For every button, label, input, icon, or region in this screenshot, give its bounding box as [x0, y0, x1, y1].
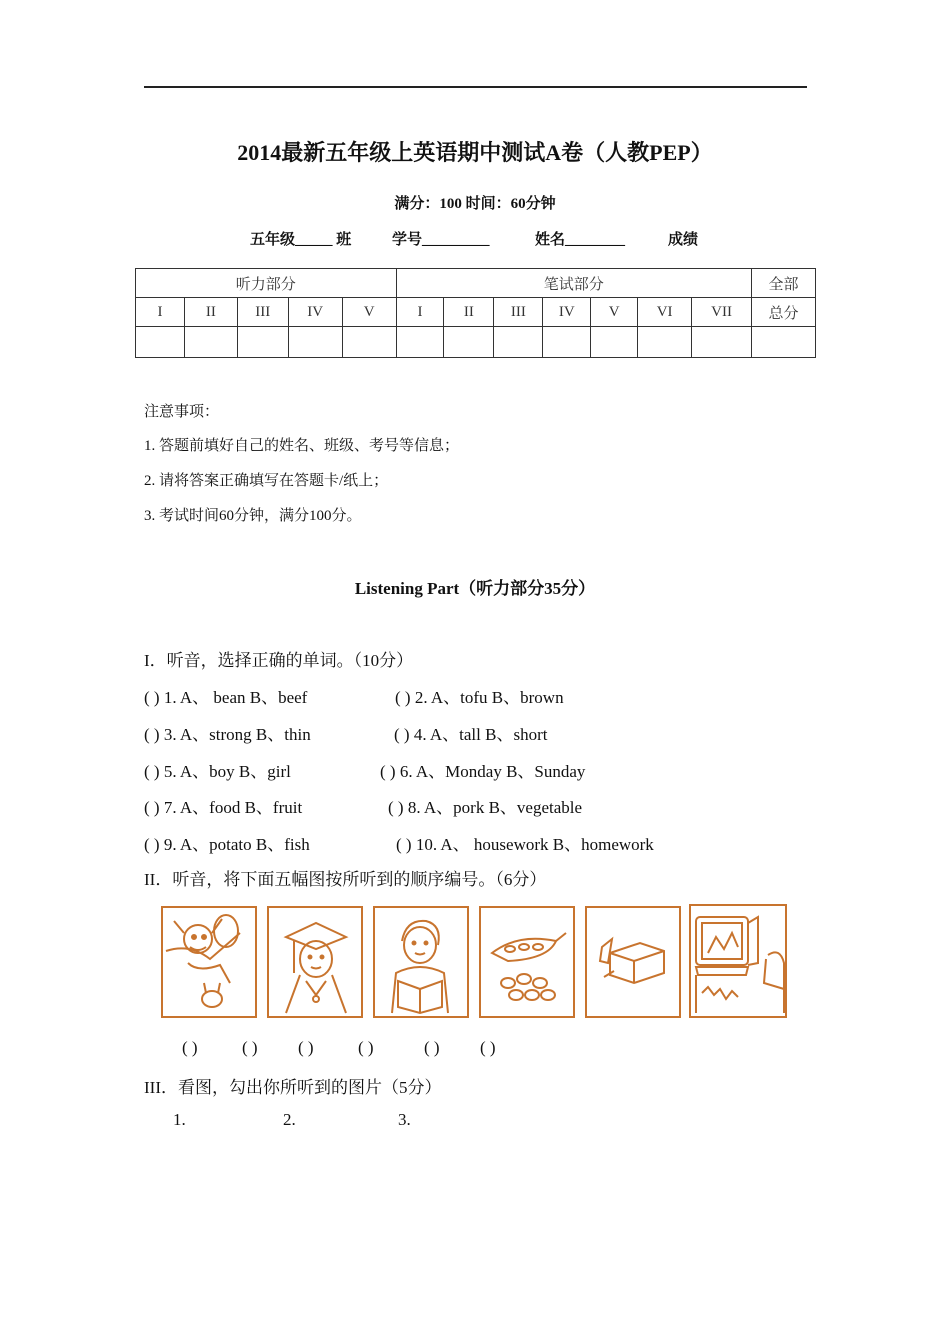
question-item[interactable]: ( ) 5. A、boy B、girl: [144, 762, 291, 781]
student-id-field[interactable]: 学号_________: [392, 232, 490, 248]
listening-group-header: 听力部分: [136, 269, 397, 298]
question-item[interactable]: ( ) 9. A、potato B、fish: [144, 835, 310, 854]
score-cell[interactable]: [692, 327, 752, 358]
page-title: 2014最新五年级上英语期中测试A卷（人教PEP）: [237, 140, 713, 165]
question-item[interactable]: ( ) 7. A、food B、fruit: [144, 798, 303, 817]
part3-heading: III．看图，勾出你所听到的图片（5分）: [144, 1078, 442, 1097]
score-cell[interactable]: [136, 327, 185, 358]
col-header: VI: [638, 298, 692, 327]
question-item[interactable]: ( ) 3. A、strong B、thin: [144, 725, 311, 744]
tofu-picture: [584, 903, 682, 1019]
total-group-header: 全部: [752, 269, 816, 298]
col-header: II: [184, 298, 237, 327]
question-item[interactable]: ( ) 6. A、Monday B、Sunday: [380, 762, 586, 781]
score-cell[interactable]: [494, 327, 543, 358]
order-blank[interactable]: ( ): [242, 1038, 258, 1057]
question-item[interactable]: ( ) 10. A、 housework B、homework: [396, 835, 654, 854]
part3-number: 2.: [283, 1110, 296, 1129]
note-item: 3. 考试时间60分钟，满分100分。: [144, 508, 362, 524]
col-header: I: [136, 298, 185, 327]
total-col-header: 总分: [752, 298, 816, 327]
score-cell[interactable]: [342, 327, 396, 358]
question-item[interactable]: ( ) 8. A、pork B、vegetable: [388, 798, 583, 817]
exam-subtitle: 满分：100 时间：60分钟: [394, 196, 556, 212]
grade-field[interactable]: 五年级_____ 班: [250, 232, 352, 248]
score-cell[interactable]: [237, 327, 288, 358]
clown-picture: [160, 903, 258, 1019]
boy-reading-picture: [372, 903, 470, 1019]
col-header: III: [494, 298, 543, 327]
order-blank[interactable]: ( ): [358, 1038, 374, 1057]
score-label: 成绩: [668, 232, 699, 248]
part3-number: 3.: [398, 1110, 411, 1129]
notes-heading: 注意事项：: [144, 404, 220, 420]
col-header: V: [342, 298, 396, 327]
score-cell[interactable]: [543, 327, 591, 358]
score-cell[interactable]: [638, 327, 692, 358]
note-item: 2. 请将答案正确填写在答题卡/纸上；: [144, 473, 389, 489]
section-title: Listening Part（听力部分35分）: [354, 579, 596, 598]
col-header: VII: [692, 298, 752, 327]
graduate-picture: [266, 903, 364, 1019]
question-item[interactable]: ( ) 4. A、tall B、short: [394, 725, 548, 744]
name-field[interactable]: 姓名________: [535, 232, 626, 248]
order-blank[interactable]: ( ): [298, 1038, 314, 1057]
order-blank[interactable]: ( ): [182, 1038, 198, 1057]
col-header: II: [444, 298, 494, 327]
tv-picture: [688, 903, 788, 1019]
written-group-header: 笔试部分: [396, 269, 751, 298]
col-header: IV: [288, 298, 342, 327]
question-item[interactable]: ( ) 1. A、 bean B、beef: [144, 688, 308, 707]
col-header: III: [237, 298, 288, 327]
order-blank[interactable]: ( ): [424, 1038, 440, 1057]
beans-picture: [478, 903, 576, 1019]
score-cell[interactable]: [396, 327, 444, 358]
note-item: 1. 答题前填好自己的姓名、班级、考号等信息；: [144, 438, 460, 454]
col-header: IV: [543, 298, 591, 327]
order-blank[interactable]: ( ): [480, 1038, 496, 1057]
score-cell[interactable]: [591, 327, 638, 358]
part1-heading: I．听音，选择正确的单词。（10分）: [144, 651, 414, 670]
col-header: I: [396, 298, 444, 327]
question-item[interactable]: ( ) 2. A、tofu B、brown: [395, 688, 564, 707]
score-cell[interactable]: [184, 327, 237, 358]
score-cell[interactable]: [288, 327, 342, 358]
col-header: V: [591, 298, 638, 327]
score-table: [135, 268, 816, 358]
top-rule: [144, 86, 807, 88]
score-cell[interactable]: [752, 327, 816, 358]
score-cell[interactable]: [444, 327, 494, 358]
part2-heading: II．听音，将下面五幅图按所听到的顺序编号。（6分）: [144, 870, 547, 889]
part3-number: 1.: [173, 1110, 186, 1129]
